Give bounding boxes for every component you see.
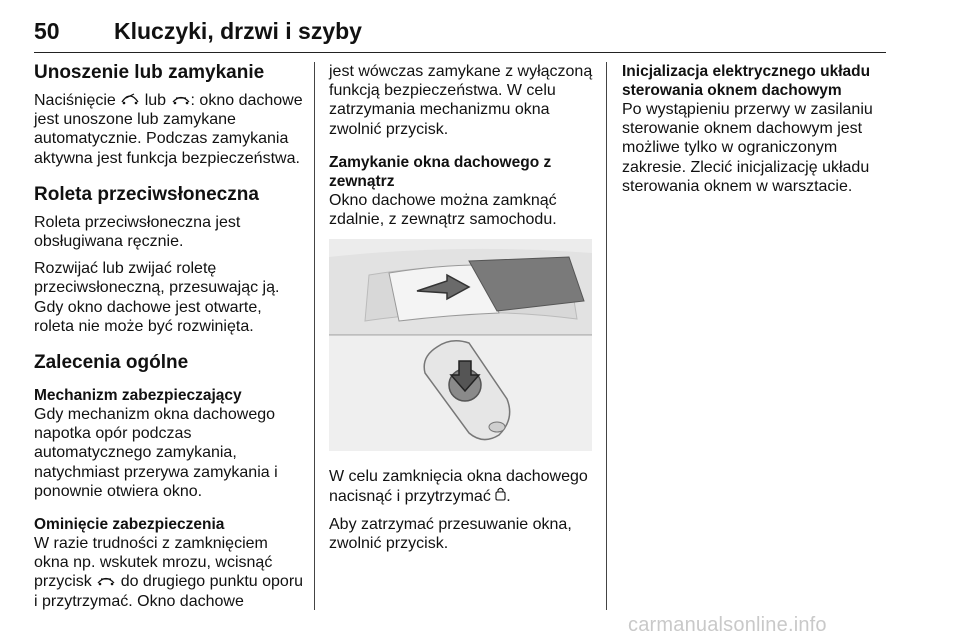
paragraph-safety-mechanism: Gdy mechanizm okna dachowego napotka opór podczas automatycznego zamykania, natychmiast przerywa zamykania i ponownie otwiera okno.	[34, 406, 278, 500]
column-2	[329, 62, 593, 561]
text-fragment: : okno dachowe jest unoszone lub zamykane automatycznie. Podczas zamykania aktywna jest funkcja bezpieczeństwa.	[34, 92, 303, 167]
paragraph-initialization: Po wystąpieniu przerwy w zasilaniu sterowanie oknem dachowym jest możliwe tylko w ograniczonym zakresie. Zlecić inicjalizację układu sterowania oknem w warsztacie.	[622, 101, 873, 195]
paragraph-raise-close	[34, 91, 304, 168]
sunroof-tilt-icon	[120, 91, 140, 110]
paragraph-press-hold	[329, 467, 593, 506]
page-header	[34, 14, 886, 53]
paragraph-sunblind-1: Roleta przeciwsłoneczna jest obsługiwana ręcznie.	[34, 213, 241, 251]
paragraph-override	[34, 534, 304, 611]
watermark: carmanualsonline.info	[628, 614, 827, 636]
text-fragment: .	[506, 488, 511, 506]
paragraph-sunblind-2: Rozwijać lub zwijać roletę przeciwsłoneczną, przesuwając ją. Gdy okno dachowe jest otwarte, roleta nie może być rozwinięta.	[34, 260, 280, 335]
lock-button-icon	[495, 486, 506, 506]
section-title-sunblind: Roleta przeciwsłoneczna	[34, 183, 259, 205]
text-fragment: Naciśnięcie	[34, 92, 116, 109]
paragraph-close-from-outside: Okno dachowe można zamknąć zdalnie, z zewnątrz samochodu.	[329, 191, 557, 229]
paragraph-release: Aby zatrzymać przesuwanie okna, zwolnić przycisk.	[329, 515, 572, 552]
subtitle-initialization: Inicjalizacja elektrycznego układu sterowania oknem dachowym	[622, 63, 871, 99]
subtitle-safety-mechanism: Mechanizm zabezpieczający	[34, 387, 242, 405]
subtitle-close-from-outside: Zamykanie okna dachowego z zewnątrz	[329, 153, 552, 190]
text-fragment: W celu zamknięcia okna dachowego nacisnąć i przytrzymać	[329, 468, 588, 506]
column-1	[34, 62, 304, 619]
sunroof-close-icon	[96, 572, 116, 591]
text-fragment: do drugiego punktu oporu i przytrzymać. Okno dachowe	[34, 573, 304, 610]
illustration-key-sunroof	[329, 239, 592, 451]
page-number: 50	[34, 18, 60, 44]
chapter-title: Kluczyki, drzwi i szyby	[114, 18, 362, 44]
section-title-raise-close: Unoszenie lub zamykanie	[34, 62, 265, 83]
text-fragment: W razie trudności z zamknięciem okna np. wskutek mrozu, wcisnąć przycisk	[34, 535, 273, 591]
text-fragment: lub	[144, 92, 167, 109]
column-divider	[606, 62, 607, 610]
subtitle-override: Ominięcie zabezpieczenia	[34, 516, 225, 534]
column-3	[622, 62, 886, 204]
sunroof-close-icon	[171, 91, 191, 110]
illustration-svg	[329, 239, 592, 451]
section-title-general: Zalecenia ogólne	[34, 352, 189, 374]
key-fob-image	[329, 336, 592, 451]
paragraph-continuation: jest wówczas zamykane z wyłączoną funkcją bezpieczeństwa. W celu zatrzymania mechanizmu okna zwolnić przycisk.	[329, 63, 593, 138]
roof-image	[329, 239, 592, 335]
column-divider	[314, 62, 315, 610]
